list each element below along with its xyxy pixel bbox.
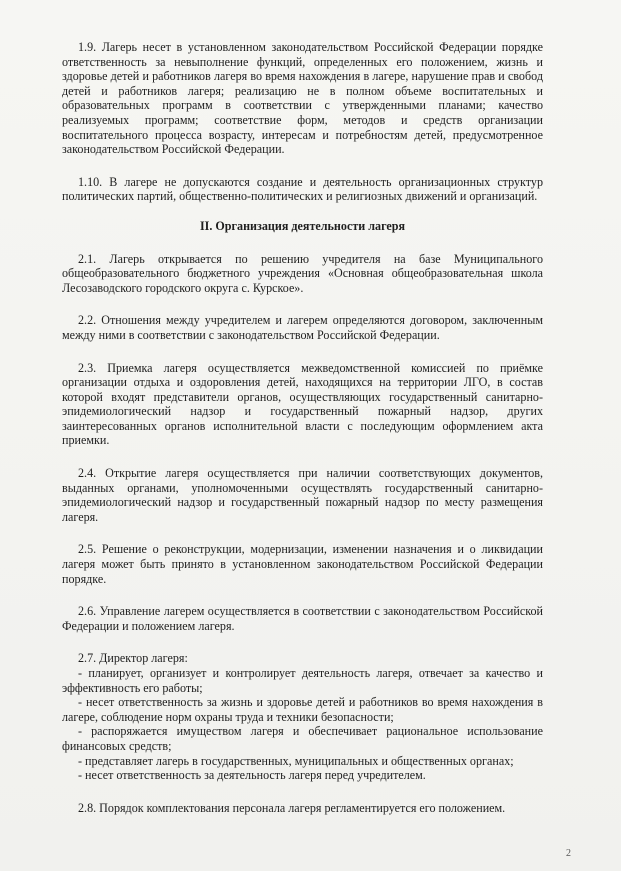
director-duty-5: - несет ответственность за деятельность лагеря перед учредителем.: [78, 768, 426, 783]
paragraph-2-4: 2.4. Открытие лагеря осуществляется при наличии соответствующих документов, выданных органами, уполномоченными осуществлять государственный санитарно-эпидемиологический надзор и государственный пожарный надзор по месту размещения лагеря.: [62, 466, 543, 524]
paragraph-2-5: 2.5. Решение о реконструкции, модернизации, изменении назначения и о ликвидации лагеря может быть принято в установленном законодательством Российской Федерации порядке.: [62, 542, 543, 586]
section-2-heading: II. Организация деятельности лагеря: [199, 218, 406, 233]
paragraph-2-3: 2.3. Приемка лагеря осуществляется межведомственной комиссией по приёмке организации отдыха и оздоровления детей, находящихся на территории ЛГО, в состав которой входят представители органов, осуществляющих государственный санитарно-эпидемиологический надзор и государственный пожарный надзор, других заинтересованных органов исполнительной власти с последующим оформлением акта приемки.: [62, 360, 543, 448]
paragraph-1-10: 1.10. В лагере не допускаются создание и деятельность организационных структур политических партий, общественно-политических и религиозных движений и организаций.: [62, 174, 543, 204]
director-duty-3: - распоряжается имуществом лагеря и обеспечивает рациональное использование финансовых средств;: [62, 724, 543, 753]
paragraph-2-2: 2.2. Отношения между учредителем и лагерем определяются договором, заключенным между ними в соответствии с законодательством Российской Федерации.: [62, 313, 543, 342]
document-body: [62, 40, 543, 815]
paragraph-2-7-title: 2.7. Директор лагеря:: [78, 651, 188, 666]
paragraph-1-9: 1.9. Лагерь несет в установленном законодательством Российской Федерации порядке ответственность за невыполнение функций, определенных его положением, жизнь и здоровье детей и работников лагеря во время нахождения в лагере, нарушение прав и свобод детей и работников лагеря; реализацию не в полном объеме воспитательных и образовательных программ в соответствии с утвержденными планами; качество реализуемых программ; соответствие форм, методов и средств организации воспитательного процесса возрасту, интересам и потребностям детей, предусмотренное законодательством Российской Федерации.: [62, 40, 543, 157]
director-duty-2: - несет ответственность за жизнь и здоровье детей и работников во время нахождения в лагере, соблюдение норм охраны труда и техники безопасности;: [62, 695, 543, 724]
director-duty-1: - планирует, организует и контролирует деятельность лагеря, отвечает за качество и эффективность его работы;: [62, 666, 543, 695]
paragraph-2-1: 2.1. Лагерь открывается по решению учредителя на базе Муниципального общеобразовательного бюджетного учреждения «Основная общеобразовательная школа Лесозаводского городского округа с. Курское».: [62, 251, 543, 295]
paragraph-2-6: 2.6. Управление лагерем осуществляется в соответствии с законодательством Российской Федерации и положением лагеря.: [62, 604, 543, 633]
paragraph-2-8: 2.8. Порядок комплектования персонала лагеря регламентируется его положением.: [78, 800, 506, 815]
director-duty-4: - представляет лагерь в государственных, муниципальных и общественных органах;: [78, 753, 514, 768]
page-number: 2: [566, 848, 571, 859]
